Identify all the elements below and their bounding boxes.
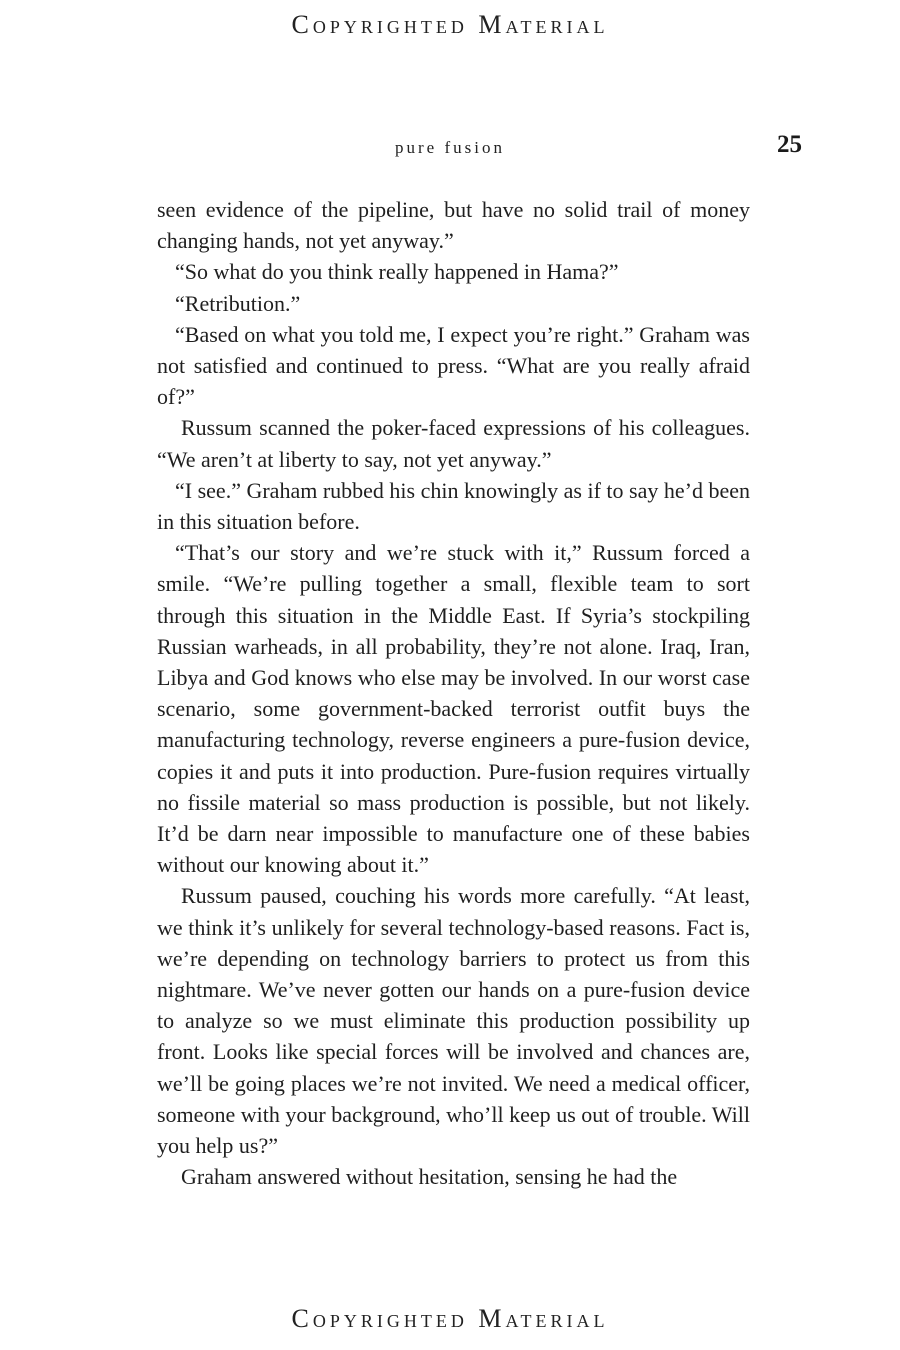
paragraph: Russum paused, couching his words more carefully. “At least, we think it’s unlikely for several technology-based reasons. Fact is, we’re depending on technology barriers to protect us from this nightmare. We’ve never gotten our hands on a pure-fusion device to analyze so we must eliminate this production possibility up front. Looks like special forces will be involved and chances are, we’ll be going places we’re not invited. We need a medical officer, someone with your background, who’ll keep us out of trouble. Will you help us?”	[157, 883, 750, 1159]
paragraph: seen evidence of the pipeline, but have no solid trail of money changing hands, not yet anyway.”	[157, 197, 750, 254]
body-text	[157, 194, 750, 1193]
watermark-bottom: Copyrighted Material	[291, 1304, 609, 1333]
paragraph: “I see.” Graham rubbed his chin knowingly as if to say he’d been in this situation before.	[157, 477, 750, 535]
paragraph: Graham answered without hesitation, sensing he had the	[181, 1164, 678, 1190]
page-number: 25	[777, 131, 802, 158]
paragraph: “Retribution.”	[175, 290, 301, 316]
paragraph: “That’s our story and we’re stuck with it,” Russum forced a smile. “We’re pulling together a small, flexible team to sort through this situation in the Middle East. If Syria’s stockpiling Russian warheads, in all probability, they’re not alone. Iraq, Iran, Libya and God knows who else may be involved. In our worst case scenario, some government-backed terrorist outfit buys the manufacturing technology, reverse engineers a pure-fusion device, copies it and puts it into production. Pure-fusion requires virtually no fissile material so mass production is possible, but not likely. It’d be darn near impossible to manufacture one of these babies without our knowing about it.”	[157, 540, 750, 878]
paragraph: “So what do you think really happened in Hama?”	[175, 259, 619, 285]
watermark-top: Copyrighted Material	[291, 10, 609, 39]
paragraph: Russum scanned the poker-faced expressions of his colleagues. “We aren’t at liberty to say, not yet anyway.”	[157, 415, 750, 472]
running-head: pure fusion	[395, 138, 505, 157]
paragraph: “Based on what you told me, I expect you’re right.” Graham was not satisfied and continued to press. “What are you really afraid of?”	[157, 321, 750, 410]
